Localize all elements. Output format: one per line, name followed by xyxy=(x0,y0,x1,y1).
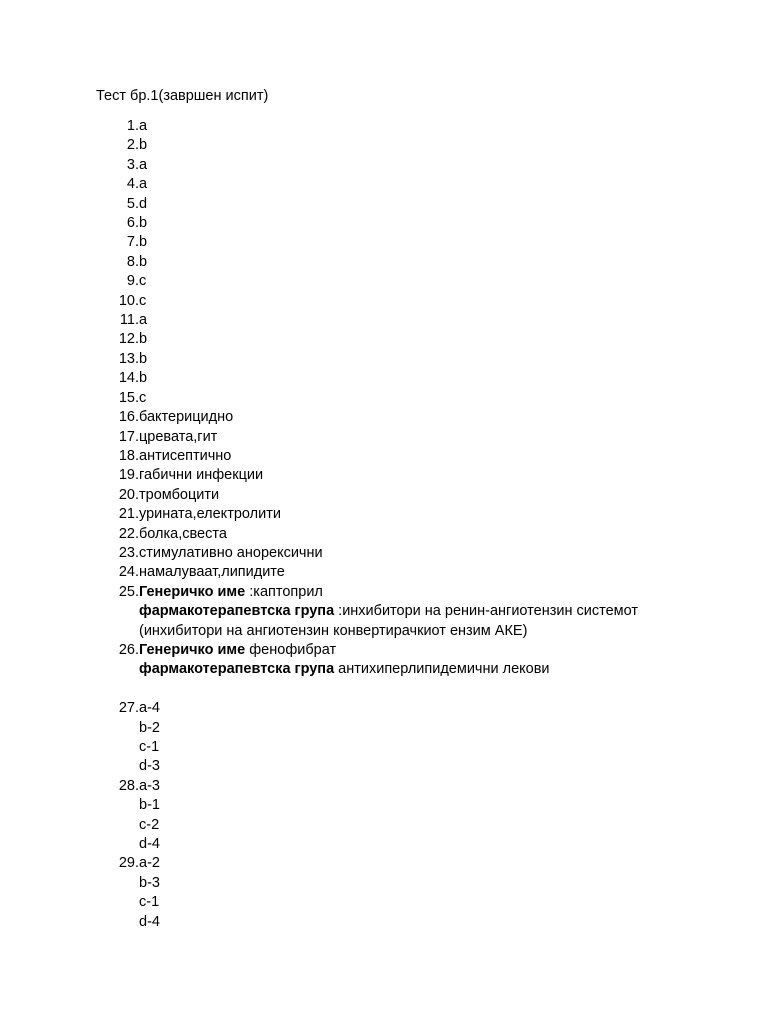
drug-group-value: :инхибитори на ренин-ангиотензин системот xyxy=(334,603,639,620)
answer-number: 28. xyxy=(118,777,139,794)
answer-number: 24. xyxy=(118,564,139,581)
matching-pair: c-1 xyxy=(139,894,160,911)
answer-item xyxy=(0,466,768,485)
answer-number: 19. xyxy=(118,467,139,484)
matching-pair: c-2 xyxy=(139,816,160,833)
answer-number: 5. xyxy=(126,195,139,212)
answer-number: 26. xyxy=(118,641,139,658)
answer-text: a xyxy=(139,118,148,134)
answer-text: цревата,гит xyxy=(139,428,218,445)
answer-item xyxy=(0,136,768,155)
answer-number: 10. xyxy=(118,292,139,309)
answer-line xyxy=(0,660,768,679)
answer-number: 14. xyxy=(118,370,139,387)
matching-answer-list xyxy=(0,699,768,932)
answer-item xyxy=(0,544,768,563)
answer-text: b xyxy=(139,370,148,387)
generic-name-value: фенофибрат xyxy=(245,641,337,658)
answer-text: b xyxy=(139,350,148,367)
drug-group-label: фармакотерапевтска група xyxy=(139,661,335,678)
answer-number: 4. xyxy=(126,176,139,193)
answer-text: a xyxy=(139,176,148,193)
answer-text: c xyxy=(139,389,147,406)
answer-item-26 xyxy=(0,641,768,680)
answer-number: 3. xyxy=(126,156,139,173)
answer-text: d xyxy=(139,195,148,212)
answer-number: 23. xyxy=(118,544,139,561)
answer-text: габични инфекции xyxy=(139,467,264,484)
matching-pair: c-1 xyxy=(139,738,160,755)
answer-number: 21. xyxy=(118,506,139,523)
answer-item xyxy=(0,195,768,214)
answer-item xyxy=(0,389,768,408)
drug-group-label: фармакотерапевтска група xyxy=(139,603,335,620)
answer-item xyxy=(0,563,768,582)
answer-text: b xyxy=(139,331,148,348)
answer-number: 8. xyxy=(126,253,139,270)
answer-item xyxy=(0,272,768,291)
answer-line: (инхибитори на ангиотензин конвертирачкиот ензим АКЕ) xyxy=(139,622,528,639)
matching-pair: d-4 xyxy=(139,836,160,853)
answer-item xyxy=(0,369,768,388)
matching-pair: b-3 xyxy=(139,874,160,891)
matching-pair: b-2 xyxy=(139,719,160,736)
matching-answer-item xyxy=(0,699,768,777)
generic-name-value: :каптоприл xyxy=(245,583,323,600)
answer-number: 29. xyxy=(118,855,139,872)
generic-name-label: Генеричко име xyxy=(139,583,246,600)
matching-pair: d-4 xyxy=(139,913,160,930)
answer-text: тромбоцити xyxy=(139,486,220,503)
matching-pair: a-3 xyxy=(139,777,160,794)
answer-item xyxy=(0,330,768,349)
answer-text: b xyxy=(139,137,148,154)
blank-line xyxy=(0,680,768,699)
answer-number: 22. xyxy=(118,525,139,542)
answer-line xyxy=(0,641,768,660)
answer-item xyxy=(0,253,768,272)
answer-text: b xyxy=(139,234,148,251)
matching-pair: a-2 xyxy=(139,855,160,872)
answer-text: c xyxy=(139,273,147,290)
generic-name-label: Генеричко име xyxy=(139,641,246,658)
answer-item xyxy=(0,175,768,194)
simple-answer-list xyxy=(0,117,768,583)
answer-item xyxy=(0,350,768,369)
answer-line xyxy=(0,602,768,621)
matching-pair: b-1 xyxy=(139,797,160,814)
answer-item xyxy=(0,292,768,311)
answer-item xyxy=(0,311,768,330)
matching-pair: d-3 xyxy=(139,758,160,775)
answer-number: 11. xyxy=(119,312,139,329)
answer-number: 16. xyxy=(118,409,139,426)
answer-text: намалуваат,липидите xyxy=(139,564,285,581)
answer-text: бактерицидно xyxy=(139,409,234,426)
answer-item-25 xyxy=(0,583,768,641)
answer-item xyxy=(0,408,768,427)
answer-text: урината,електролити xyxy=(139,506,281,523)
matching-pair: a-4 xyxy=(139,700,160,717)
answer-text: b xyxy=(139,253,148,270)
matching-answer-item xyxy=(0,777,768,855)
answer-item xyxy=(0,156,768,175)
matching-answer-item xyxy=(0,854,768,932)
answer-number: 20. xyxy=(118,486,139,503)
answer-number: 17. xyxy=(118,428,139,445)
answer-item xyxy=(0,486,768,505)
answer-number: 7. xyxy=(126,234,139,251)
answer-number: 13. xyxy=(118,350,139,367)
answer-number: 1. xyxy=(126,118,139,134)
answer-item xyxy=(0,525,768,544)
answer-item xyxy=(0,505,768,524)
answer-text: b xyxy=(139,215,148,232)
answer-number: 27. xyxy=(118,700,139,717)
document-title: Тест бр.1(завршен испит) xyxy=(96,88,269,104)
answer-item xyxy=(0,214,768,233)
answer-text: болка,свеста xyxy=(139,525,227,542)
answer-text: a xyxy=(139,312,148,329)
answer-number: 12. xyxy=(118,331,139,348)
answer-text: антисептично xyxy=(139,447,232,464)
answer-number: 6. xyxy=(126,215,139,232)
answer-number: 15. xyxy=(118,389,139,406)
answer-text: стимулативно анорексични xyxy=(139,544,323,561)
answer-number: 18. xyxy=(118,447,139,464)
answer-text: c xyxy=(139,292,147,309)
answer-number: 2. xyxy=(126,137,139,154)
answer-text: a xyxy=(139,156,148,173)
answer-item xyxy=(0,117,768,136)
answer-number: 25. xyxy=(118,583,139,600)
answer-line xyxy=(0,583,768,602)
drug-group-value: антихиперлипидемични лекови xyxy=(334,661,550,678)
answer-list xyxy=(0,117,768,932)
answer-item xyxy=(0,428,768,447)
answer-item xyxy=(0,447,768,466)
answer-number: 9. xyxy=(126,273,139,290)
answer-item xyxy=(0,233,768,252)
